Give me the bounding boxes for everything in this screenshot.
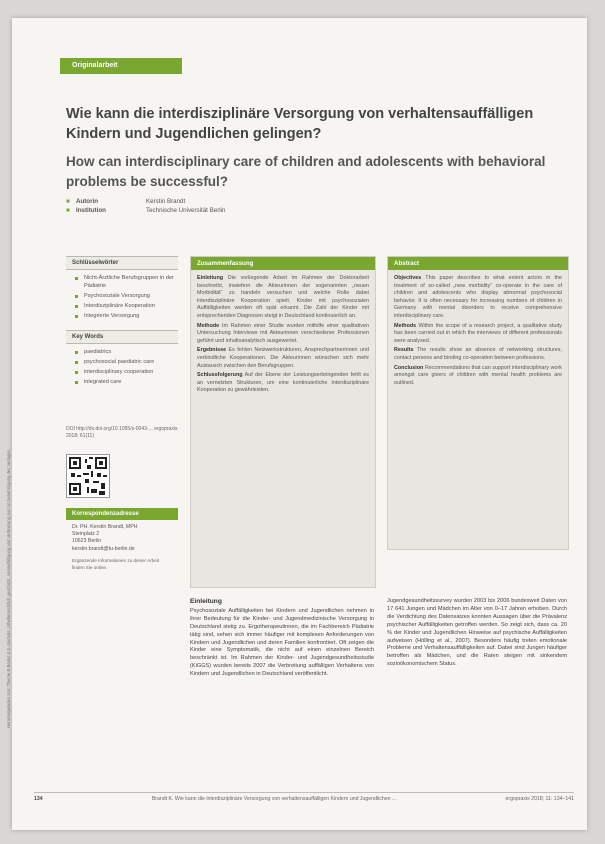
keyword-item: interdisciplinary cooperation — [74, 368, 178, 376]
summary-en-body — [388, 270, 568, 394]
summary-label: Conclusion — [394, 364, 424, 371]
summary-en-heading: Abstract — [388, 257, 568, 270]
keyword-item: integrated care — [74, 378, 178, 386]
summary-label: Einleitung — [197, 275, 224, 281]
keywords-en-heading: Key Words — [66, 330, 178, 344]
summary-de-heading: Zusammenfassung — [191, 257, 375, 270]
summary-de-body — [191, 270, 375, 402]
journal-page — [6, 18, 587, 830]
keyword-item: Integrierte Versorgung — [74, 312, 178, 320]
keyword-item: Psychosoziale Versorgung — [74, 292, 178, 300]
summary-label: Objectives — [394, 275, 422, 281]
keyword-item: psychosocial paediatric care — [74, 358, 178, 366]
summary-german-box — [190, 256, 376, 588]
corr-line: Steinplatz 2 — [72, 531, 100, 538]
left-sidebar — [66, 256, 178, 575]
meta-row-institution — [66, 206, 466, 215]
page-footer — [34, 792, 574, 806]
summary-label: Schlussfolgerung — [197, 372, 243, 379]
summary-label: Results — [394, 347, 414, 354]
running-title: Brandt K. Wie kann die interdisziplinäre Versorgung von verhaltensauffälligen Kindern und Jugendlichen ... — [151, 796, 397, 802]
summary-text: This paper describes to what extent actors in the treatment of so-called „new morbidity“ co-operate in the care of children and adolescents who display abnormal psychosocial behavior. It is often necessary for increasing numbers of children in Germany with mental disorders to receive comprehensive interdisciplinary care. — [394, 275, 562, 319]
correspondence-heading: Korrespondenzadresse — [66, 508, 178, 520]
intro-paragraph-cont: Jugendgesundheitssurvey wurden 2003 bis 2006 bundesweit Daten von 17 641 Jungen und Mädchen im Alter von 0–17 Jahren erhoben. Durch die Verdichtung des Datensatzes konnten Aussagen über die Prävalenz psychischer Auffälligkeiten getroffen werden. So zeigt sich, dass ca. 20 % der Kinder und Jugendlichen Hinweise auf psychische Auffälligkeiten aufweisen (Hölling et al., 2007). Besonders häufig treten emotionale Probleme und Verhaltensauffälligkeiten auf. Dabei sind Jungen häufiger betroffen als Mädchen, und die Raten steigen mit sinkendem sozioökonomischem Status. — [387, 598, 567, 668]
corr-line: kerstin.brandt@tu-berlin.de — [72, 545, 135, 552]
section-label: Originalarbeit — [60, 58, 182, 74]
keyword-item: paediatrics — [74, 348, 178, 356]
bullet-icon: ■ — [66, 207, 70, 214]
keywords-en-list — [66, 348, 178, 386]
meta-key: Autorin — [76, 198, 98, 205]
corr-note: Ergänzende Informationen zu dieser Arbeit finden Sie online. — [72, 557, 160, 571]
keywords-de-list — [66, 274, 178, 320]
bullet-icon: ■ — [66, 198, 70, 205]
body-text-left — [190, 598, 374, 679]
intro-paragraph: Psychosoziale Auffälligkeiten bei Kindern und Jugendlichen nehmen in ihrer Bedeutung für die Kinder- und Jugendmedizinische Versorgung in Deutschland stetig zu. Ergotherapeutinnen, die im Fachbereich Pädiatrie tätig sind, sehen sich immer häufiger mit komplexen Anforderungen von Kindern und Jugendlichen und deren Familien konfrontiert. Oft zeigen die Kinder eine Symptomatik, die nicht auf einen einzelnen Bereich beschränkt ist. Im Rahmen der Kinder- und Jugendgesundheitsstudie (KiGGS) wurden bereits 2007 die Verbreitung auffälligen Verhaltens von Kindern und Jugendlichen in Deutschland veröffentlicht. — [190, 607, 374, 678]
summary-text: Within the scope of a research project, a qualitative study has been carried out in which the interviews of different professionals were analysed. — [394, 322, 563, 344]
keyword-item: Interdisziplinäre Kooperation — [74, 302, 178, 310]
summary-text: The results show an absence of networking structures, contact persons and binding co-operation between professions. — [394, 347, 562, 361]
correspondence-address — [66, 520, 178, 575]
corr-line: Dr. PH. Kerstin Brandt, MPH — [72, 524, 138, 530]
title-english: How can interdisciplinary care of children and adolescents with behavioral problems be successful? — [66, 154, 546, 189]
summary-text: Die vorliegende Arbeit im Rahmen der Doktorarbeit beschreibt, inwiefern die Akteurinnen der sogenannten „neuen Morbidität“ zu handeln versuchen und welche Rolle dabei interdisziplinäre Kooperation spielt. Kinder mit psychosozialen Auffälligkeiten werden oft spät erkannt. Die Zahl der Kinder mit entsprechenden Diagnosen steigt in Deutschland kontinuierlich an. — [197, 275, 370, 319]
meta-value: Technische Universität Berlin — [146, 207, 226, 214]
summary-label: Methode — [197, 322, 220, 329]
title-german: Wie kann die interdisziplinäre Versorgung von verhaltensauffälligen Kindern und Jugendlichen gelingen? — [66, 106, 534, 142]
intro-heading: Einleitung — [190, 598, 222, 605]
summary-label: Ergebnisse — [197, 347, 227, 354]
meta-key: Institution — [76, 207, 106, 214]
keywords-de-heading: Schlüsselwörter — [66, 256, 178, 270]
page-number: 134 — [34, 796, 43, 802]
summary-text: Recommendations that can support interdisciplinary work amongst care givers of children with mental health problems are outlined. — [394, 364, 562, 386]
body-text-right — [387, 598, 567, 669]
journal-citation: ergopraxis 2018; 11: 134–141 — [505, 796, 574, 802]
summary-text: Es fehlen Netzwerkstrukturen, Ansprechpartnerinnen und verbindliche Kooperationen. Die Akteurinnen wünschen sich mehr Austausch zwischen den Berufsgruppen. — [197, 347, 370, 369]
summary-english-box — [387, 256, 569, 550]
meta-value: Kerstin Brandt — [146, 198, 186, 205]
corr-line: 10623 Berlin — [72, 538, 102, 545]
summary-label: Methods — [394, 322, 417, 329]
summary-text: Im Rahmen einer Studie wurden mithilfe einer qualitativen Untersuchung Interviews mit Akteurinnen verschiedener Professionen geführt und inhaltsanalytisch ausgewertet. — [197, 322, 369, 344]
side-copyright-note: Heruntergeladen von: Thieme E-Books & E-Journals. Urheberrechtlich geschützt. Vervielfältigung und Verbreitung nur mit Genehmigung des Verlages. — [6, 448, 11, 728]
summary-text: Auf der Ebene der Leistungserbringenden fehlt es an vernetzten Strukturen, um eine kontinuierliche interdisziplinäre Kooperation zu gewährleisten. — [197, 372, 370, 394]
meta-row-author — [66, 197, 466, 206]
qr-code-icon — [66, 454, 110, 498]
keyword-item: Nicht-Ärztliche Berufsgruppen in der Pädiatrie — [74, 274, 178, 290]
author-meta — [66, 197, 466, 215]
doi-note: DOI http://dx.doi.org/10.1055/s-0043-... ergopraxis 2018; 61(11) — [66, 426, 178, 439]
